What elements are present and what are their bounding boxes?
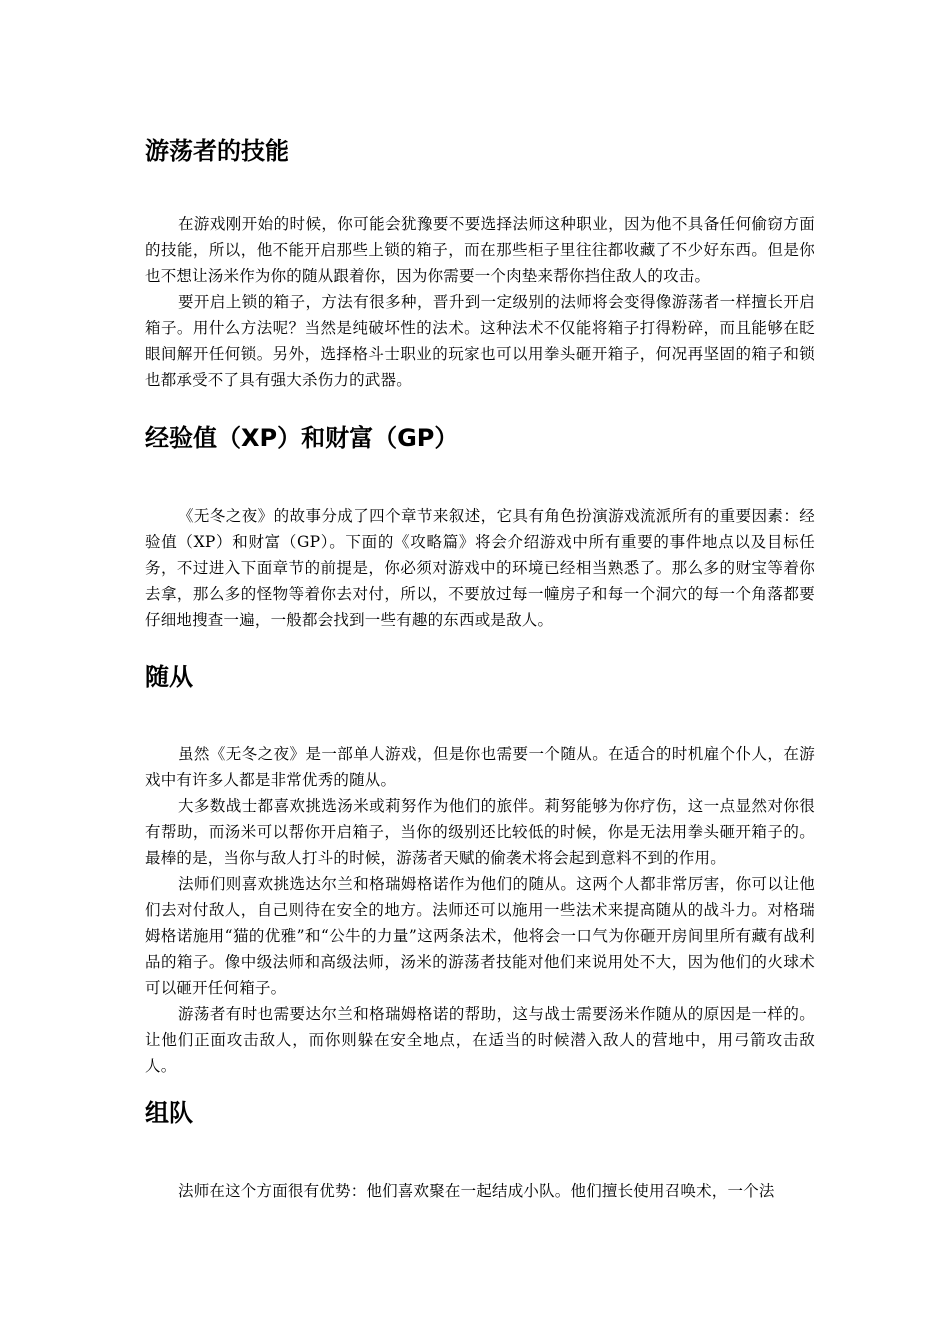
- section-title-followers: 随从: [145, 663, 193, 691]
- paragraph: 《无冬之夜》的故事分成了四个章节来叙述，它具有角色扮演游戏流派所有的重要因素：经验值（XP）和财富（GP）。下面的《攻略篇》将会介绍游戏中所有重要的事件地点以及目标任务，不过进入下面章节的前提是，你必须对游戏中的环境已经相当熟悉了。那么多的财宝等着你去拿，那么多的怪物等着你去对付，所以，不要放过每一幢房子和每一个洞穴的每一个角落都要仔细地搜查一遍，一般都会找到一些有趣的东西或是敌人。: [145, 507, 815, 629]
- paragraph: 法师们则喜欢挑选达尔兰和格瑞姆格诺作为他们的随从。这两个人都非常厉害，你可以让他们去对付敌人，自己则待在安全的地方。法师还可以施用一些法术来提高随从的战斗力。对格瑞姆格诺施用“猫的优雅”和“公牛的力量”这两条法术，他将会一口气为你砸开房间里所有藏有战利品的箱子。像中级法师和高级法师，汤米的游荡者技能对他们来说用处不大，因为他们的火球术可以砸开任何箱子。: [145, 875, 815, 997]
- section-body-party: [145, 1178, 815, 1204]
- section-title-xp-gp: 经验值（XP）和财富（GP）: [145, 424, 459, 452]
- paragraph: 大多数战士都喜欢挑选汤米或莉努作为他们的旅伴。莉努能够为你疗伤，这一点显然对你很有帮助，而汤米可以帮你开启箱子，当你的级别还比较低的时候，你是无法用拳头砸开箱子的。最棒的是，当你与敌人打斗的时候，游荡者天赋的偷袭术将会起到意料不到的作用。: [145, 797, 815, 867]
- paragraph: 游荡者有时也需要达尔兰和格瑞姆格诺的帮助，这与战士需要汤米作随从的原因是一样的。让他们正面攻击敌人，而你则躲在安全地点，在适当的时候潜入敌人的营地中，用弓箭攻击敌人。: [145, 1005, 815, 1075]
- section-body-rogue-skills: [145, 211, 815, 393]
- section-body-xp-gp: [145, 503, 815, 633]
- section-title-rogue-skills: 游荡者的技能: [145, 137, 289, 165]
- paragraph: 在游戏刚开始的时候，你可能会犹豫要不要选择法师这种职业，因为他不具备任何偷窃方面的技能，所以，他不能开启那些上锁的箱子，而在那些柜子里往往都收藏了不少好东西。但是你也不想让汤米作为你的随从跟着你，因为你需要一个肉垫来帮你挡住敌人的攻击。: [145, 215, 815, 285]
- paragraph: 虽然《无冬之夜》是一部单人游戏，但是你也需要一个随从。在适合的时机雇个仆人，在游戏中有许多人都是非常优秀的随从。: [145, 745, 815, 789]
- section-body-followers: [145, 741, 815, 1079]
- paragraph: 要开启上锁的箱子，方法有很多种，晋升到一定级别的法师将会变得像游荡者一样擅长开启箱子。用什么方法呢？当然是纯破坏性的法术。这种法术不仅能将箱子打得粉碎，而且能够在眨眼间解开任何锁。另外，选择格斗士职业的玩家也可以用拳头砸开箱子，何况再坚固的箱子和锁也都承受不了具有强大杀伤力的武器。: [145, 293, 815, 389]
- paragraph: 法师在这个方面很有优势：他们喜欢聚在一起结成小队。他们擅长使用召唤术，一个法: [178, 1182, 775, 1200]
- section-title-party: 组队: [145, 1099, 193, 1127]
